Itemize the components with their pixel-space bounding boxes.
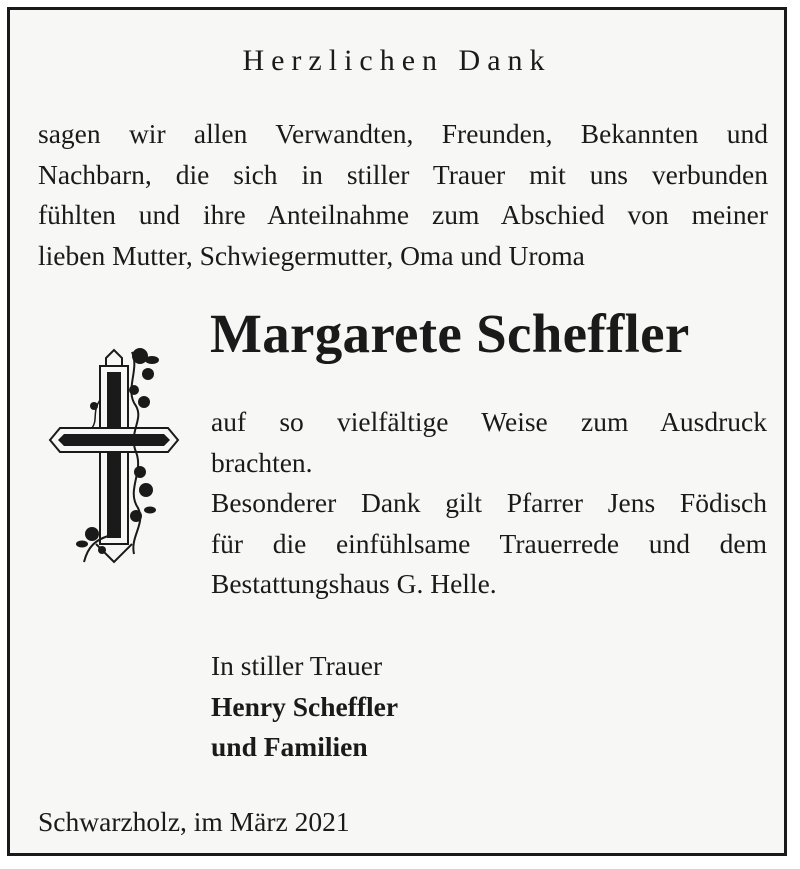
body-paragraph xyxy=(211,402,767,605)
heading: Herzlichen Dank xyxy=(242,44,552,77)
body-line: für die einfühlsame Trauerrede und dem xyxy=(211,527,767,559)
obituary-notice xyxy=(7,7,787,856)
signer-name: Henry Scheffler xyxy=(211,690,399,722)
signoff-intro: In stiller Trauer xyxy=(211,650,383,681)
body-line: auf so vielfältige Weise zum Ausdruck xyxy=(211,406,767,437)
intro-line: Nachbarn, die sich in stiller Trauer mit uns verbunden xyxy=(38,158,768,190)
intro-line: sagen wir allen Verwandten, Freunden, Bekannten und xyxy=(38,118,768,149)
signer-family: und Familien xyxy=(211,731,368,762)
body-line: Bestattungshaus G. Helle. xyxy=(211,568,497,599)
place-date: Schwarzholz, im März 2021 xyxy=(38,806,350,837)
intro-paragraph xyxy=(38,114,768,276)
deceased-name: Margarete Scheffler xyxy=(210,303,690,364)
body-line: Besonderer Dank gilt Pfarrer Jens Födisch xyxy=(211,487,767,518)
intro-line: lieben Mutter, Schwiegermutter, Oma und Uroma xyxy=(38,239,585,271)
body-line: brachten. xyxy=(211,446,313,478)
intro-line: fühlten und ihre Anteilnahme zum Abschied von meiner xyxy=(38,199,768,230)
signoff xyxy=(211,646,398,768)
cross-with-roses-icon xyxy=(36,340,186,570)
